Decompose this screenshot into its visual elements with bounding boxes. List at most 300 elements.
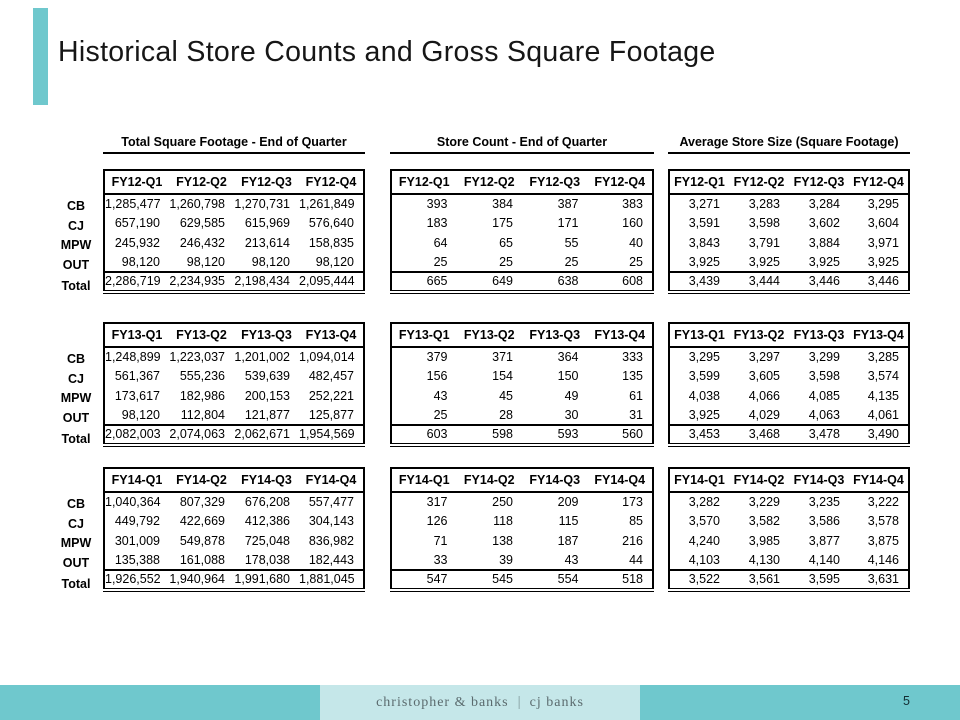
table-row <box>669 367 909 387</box>
value-cell: 3,444 <box>729 272 789 292</box>
value-cell: 138 <box>492 533 513 548</box>
value-cell: 555,236 <box>179 369 225 384</box>
column-group-titles <box>55 135 910 154</box>
table-row <box>104 194 364 214</box>
value-cell: 158,835 <box>308 235 354 250</box>
value-cell: 156 <box>426 369 448 384</box>
table-row <box>391 194 653 214</box>
value-cell: 576,640 <box>308 216 354 231</box>
table-row <box>391 406 653 426</box>
page-number: 5 <box>903 694 910 708</box>
quarter-header: FY12-Q1 <box>104 170 169 194</box>
quarter-header-row <box>104 468 364 492</box>
table-row <box>391 425 653 445</box>
value-cell: 301,009 <box>114 533 160 548</box>
table-row <box>391 233 653 253</box>
value-cell: 33 <box>433 552 448 567</box>
value-cell: 554 <box>522 570 588 590</box>
value-cell: 28 <box>499 407 513 422</box>
value-cell: 98,120 <box>251 254 290 269</box>
value-cell: 98,120 <box>186 254 225 269</box>
value-cell: 55 <box>564 235 579 250</box>
value-cell: 3,271 <box>688 197 720 212</box>
row-label: Total <box>61 279 91 293</box>
value-cell: 126 <box>426 514 448 529</box>
value-cell: 98,120 <box>121 407 160 422</box>
value-cell: 183 <box>426 216 448 231</box>
row-label: Total <box>61 577 91 591</box>
quarter-header: FY14-Q1 <box>669 468 729 492</box>
value-cell: 3,468 <box>729 425 789 445</box>
quarter-header: FY14-Q2 <box>729 468 789 492</box>
quarter-header: FY13-Q3 <box>522 323 588 347</box>
table-row <box>104 425 364 445</box>
value-cell: 25 <box>499 254 513 269</box>
quarter-header: FY13-Q1 <box>391 323 457 347</box>
value-cell: 98,120 <box>315 254 354 269</box>
value-cell: 25 <box>629 254 643 269</box>
value-cell: 383 <box>622 197 643 212</box>
quarter-header: FY12-Q4 <box>299 170 364 194</box>
value-cell: 2,074,063 <box>169 425 234 445</box>
value-cell: 3,578 <box>867 514 899 529</box>
table-row <box>104 347 364 367</box>
value-cell: 1,201,002 <box>234 350 290 365</box>
footer-logo <box>320 685 640 720</box>
quarter-header: FY12-Q4 <box>588 170 654 194</box>
value-cell: 4,240 <box>688 533 720 548</box>
quarter-header: FY12-Q1 <box>391 170 457 194</box>
value-cell: 725,048 <box>244 533 290 548</box>
table-row <box>104 272 364 292</box>
quarter-header: FY12-Q2 <box>169 170 234 194</box>
group-title-average-store-size: Average Store Size (Square Footage) <box>668 135 910 154</box>
value-cell: 4,140 <box>808 552 840 567</box>
quarter-header: FY14-Q1 <box>391 468 457 492</box>
value-cell: 317 <box>426 495 448 510</box>
quarter-header: FY13-Q3 <box>789 323 849 347</box>
value-cell: 161,088 <box>179 552 225 567</box>
value-cell: 1,270,731 <box>234 197 290 212</box>
value-cell: 3,925 <box>867 254 899 269</box>
value-cell: 4,066 <box>748 388 780 403</box>
quarter-header: FY12-Q3 <box>234 170 299 194</box>
value-cell: 1,248,899 <box>105 350 161 365</box>
value-cell: 3,843 <box>688 235 720 250</box>
table-row <box>391 272 653 292</box>
quarter-header: FY14-Q4 <box>588 468 654 492</box>
value-cell: 1,261,849 <box>299 197 355 212</box>
value-cell: 3,877 <box>808 533 840 548</box>
quarter-header-row <box>104 323 364 347</box>
value-cell: 379 <box>426 350 448 365</box>
table-fy14-count <box>390 467 654 592</box>
table-row <box>104 406 364 426</box>
table-row <box>391 512 653 532</box>
value-cell: 25 <box>564 254 579 269</box>
value-cell: 3,282 <box>688 495 720 510</box>
value-cell: 603 <box>391 425 457 445</box>
table-fy14-avg <box>668 467 910 592</box>
row-labels-fy14 <box>55 495 97 595</box>
value-cell: 2,234,935 <box>169 272 234 292</box>
value-cell: 1,260,798 <box>169 197 225 212</box>
row-label: CJ <box>68 218 84 233</box>
value-cell: 182,986 <box>179 388 225 403</box>
quarter-header-row <box>669 468 909 492</box>
value-cell: 85 <box>629 514 643 529</box>
value-cell: 608 <box>588 272 654 292</box>
quarter-header: FY14-Q1 <box>104 468 169 492</box>
value-cell: 3,925 <box>808 254 840 269</box>
value-cell: 3,586 <box>808 514 840 529</box>
value-cell: 1,094,014 <box>299 350 355 365</box>
value-cell: 412,386 <box>244 514 290 529</box>
table-row <box>104 367 364 387</box>
value-cell: 245,932 <box>114 235 160 250</box>
quarter-header-row <box>104 170 364 194</box>
value-cell: 173 <box>622 495 643 510</box>
value-cell: 3,591 <box>688 216 720 231</box>
value-cell: 393 <box>426 197 448 212</box>
table-row <box>391 347 653 367</box>
row-label: OUT <box>62 555 90 570</box>
value-cell: 3,453 <box>669 425 729 445</box>
page-title: Historical Store Counts and Gross Square Footage <box>58 36 716 68</box>
quarter-header-row <box>669 170 909 194</box>
row-label: CB <box>66 352 86 366</box>
value-cell: 3,875 <box>867 533 899 548</box>
accent-bar <box>33 8 48 105</box>
table-row <box>104 386 364 406</box>
value-cell: 1,954,569 <box>299 425 364 445</box>
value-cell: 615,969 <box>244 216 290 231</box>
table-row <box>669 425 909 445</box>
quarter-header: FY13-Q4 <box>588 323 654 347</box>
table-row <box>669 194 909 214</box>
value-cell: 3,599 <box>688 369 720 384</box>
value-cell: 43 <box>564 552 579 567</box>
table-row <box>669 492 909 512</box>
value-cell: 371 <box>492 350 513 365</box>
row-label: Total <box>61 432 91 446</box>
value-cell: 539,639 <box>244 369 290 384</box>
quarter-header: FY14-Q4 <box>849 468 909 492</box>
value-cell: 598 <box>457 425 523 445</box>
brand-divider: | <box>517 694 521 710</box>
value-cell: 2,286,719 <box>104 272 169 292</box>
value-cell: 187 <box>557 533 579 548</box>
value-cell: 1,040,364 <box>105 495 161 510</box>
value-cell: 1,881,045 <box>299 570 364 590</box>
table-row <box>669 531 909 551</box>
value-cell: 200,153 <box>244 388 290 403</box>
value-cell: 3,971 <box>867 235 899 250</box>
value-cell: 836,982 <box>308 533 354 548</box>
quarter-header-row <box>669 323 909 347</box>
value-cell: 30 <box>564 407 579 422</box>
value-cell: 3,297 <box>748 350 780 365</box>
value-cell: 629,585 <box>179 216 225 231</box>
table-row <box>391 214 653 234</box>
value-cell: 2,062,671 <box>234 425 299 445</box>
table-row <box>669 551 909 571</box>
value-cell: 3,598 <box>748 216 780 231</box>
value-cell: 3,884 <box>808 235 840 250</box>
value-cell: 2,095,444 <box>299 272 364 292</box>
value-cell: 545 <box>457 570 523 590</box>
table-row <box>669 272 909 292</box>
table-fy13-sqft <box>103 322 365 447</box>
value-cell: 4,085 <box>808 388 840 403</box>
value-cell: 3,285 <box>867 350 899 365</box>
value-cell: 387 <box>557 197 579 212</box>
row-label: MPW <box>60 536 92 550</box>
value-cell: 638 <box>522 272 588 292</box>
value-cell: 25 <box>433 407 448 422</box>
value-cell: 71 <box>433 533 448 548</box>
row-label: CB <box>66 199 86 213</box>
value-cell: 3,561 <box>729 570 789 590</box>
value-cell: 304,143 <box>308 514 354 529</box>
value-cell: 4,135 <box>867 388 899 403</box>
value-cell: 3,522 <box>669 570 729 590</box>
value-cell: 364 <box>557 350 579 365</box>
quarter-header: FY13-Q1 <box>669 323 729 347</box>
value-cell: 3,295 <box>688 350 720 365</box>
quarter-header: FY12-Q4 <box>849 170 909 194</box>
table-row <box>669 386 909 406</box>
value-cell: 250 <box>492 495 513 510</box>
value-cell: 3,295 <box>867 197 899 212</box>
value-cell: 4,130 <box>748 552 780 567</box>
quarter-header: FY12-Q2 <box>729 170 789 194</box>
quarter-header: FY13-Q1 <box>104 323 169 347</box>
value-cell: 482,457 <box>308 369 354 384</box>
value-cell: 807,329 <box>179 495 225 510</box>
row-label: OUT <box>62 257 90 272</box>
value-cell: 3,574 <box>867 369 899 384</box>
value-cell: 25 <box>433 254 448 269</box>
value-cell: 1,926,552 <box>104 570 169 590</box>
value-cell: 3,439 <box>669 272 729 292</box>
value-cell: 649 <box>457 272 523 292</box>
value-cell: 3,602 <box>808 216 840 231</box>
table-row <box>104 253 364 273</box>
value-cell: 3,604 <box>867 216 899 231</box>
table-row <box>669 406 909 426</box>
value-cell: 3,985 <box>748 533 780 548</box>
row-labels-fy12 <box>55 197 97 297</box>
value-cell: 209 <box>557 495 579 510</box>
value-cell: 4,146 <box>867 552 899 567</box>
value-cell: 2,082,003 <box>104 425 169 445</box>
value-cell: 518 <box>588 570 654 590</box>
table-fy13-avg <box>668 322 910 447</box>
table-row <box>391 253 653 273</box>
value-cell: 118 <box>493 514 513 529</box>
quarter-header: FY12-Q3 <box>522 170 588 194</box>
value-cell: 549,878 <box>179 533 225 548</box>
row-label: CJ <box>68 371 84 386</box>
value-cell: 3,490 <box>849 425 909 445</box>
quarter-header: FY14-Q3 <box>789 468 849 492</box>
quarter-header: FY12-Q2 <box>457 170 523 194</box>
value-cell: 216 <box>622 533 643 548</box>
table-row <box>669 214 909 234</box>
value-cell: 333 <box>622 350 643 365</box>
value-cell: 3,229 <box>748 495 780 510</box>
row-label: CB <box>66 497 86 511</box>
quarter-header: FY13-Q4 <box>299 323 364 347</box>
table-fy14-sqft <box>103 467 365 592</box>
quarter-header: FY14-Q3 <box>234 468 299 492</box>
value-cell: 3,605 <box>748 369 780 384</box>
value-cell: 45 <box>499 388 513 403</box>
value-cell: 213,614 <box>244 235 290 250</box>
value-cell: 3,925 <box>688 407 720 422</box>
value-cell: 154 <box>492 369 513 384</box>
value-cell: 175 <box>492 216 513 231</box>
value-cell: 44 <box>629 552 643 567</box>
value-cell: 384 <box>492 197 513 212</box>
quarter-header: FY14-Q2 <box>457 468 523 492</box>
table-row <box>391 551 653 571</box>
value-cell: 3,235 <box>808 495 840 510</box>
value-cell: 171 <box>557 216 579 231</box>
table-fy12-sqft <box>103 169 365 294</box>
value-cell: 2,198,434 <box>234 272 299 292</box>
value-cell: 40 <box>629 235 643 250</box>
quarter-header: FY13-Q4 <box>849 323 909 347</box>
table-fy12-count <box>390 169 654 294</box>
table-row <box>669 253 909 273</box>
table-row <box>104 492 364 512</box>
value-cell: 560 <box>588 425 654 445</box>
value-cell: 3,446 <box>849 272 909 292</box>
quarter-header-row <box>391 468 653 492</box>
quarter-header: FY12-Q1 <box>669 170 729 194</box>
quarter-header: FY13-Q2 <box>457 323 523 347</box>
value-cell: 4,063 <box>808 407 840 422</box>
value-cell: 4,103 <box>688 552 720 567</box>
value-cell: 676,208 <box>244 495 290 510</box>
value-cell: 3,299 <box>808 350 840 365</box>
fiscal-block-fy12 <box>55 169 910 297</box>
value-cell: 178,038 <box>244 552 290 567</box>
value-cell: 1,940,964 <box>169 570 234 590</box>
value-cell: 3,222 <box>867 495 899 510</box>
quarter-header: FY12-Q3 <box>789 170 849 194</box>
table-row <box>669 512 909 532</box>
value-cell: 3,631 <box>849 570 909 590</box>
value-cell: 593 <box>522 425 588 445</box>
row-label: MPW <box>60 238 92 252</box>
table-row <box>669 233 909 253</box>
table-row <box>391 531 653 551</box>
value-cell: 3,598 <box>808 369 840 384</box>
value-cell: 65 <box>499 235 513 250</box>
table-row <box>669 570 909 590</box>
table-row <box>104 570 364 590</box>
value-cell: 1,223,037 <box>169 350 225 365</box>
group-title-store-count: Store Count - End of Quarter <box>390 135 654 154</box>
value-cell: 561,367 <box>114 369 160 384</box>
value-cell: 64 <box>433 235 448 250</box>
table-row <box>104 531 364 551</box>
table-row <box>391 492 653 512</box>
value-cell: 3,446 <box>789 272 849 292</box>
value-cell: 4,061 <box>867 407 899 422</box>
quarter-header: FY14-Q3 <box>522 468 588 492</box>
value-cell: 665 <box>391 272 457 292</box>
quarter-header: FY13-Q2 <box>729 323 789 347</box>
quarter-header: FY14-Q2 <box>169 468 234 492</box>
quarter-header-row <box>391 170 653 194</box>
value-cell: 182,443 <box>308 552 354 567</box>
brand-cj-banks: cj banks <box>529 694 584 710</box>
row-label: MPW <box>60 391 92 405</box>
table-row <box>391 570 653 590</box>
fiscal-block-fy13 <box>55 322 910 450</box>
footer-bar <box>0 685 960 720</box>
value-cell: 43 <box>433 388 448 403</box>
value-cell: 3,791 <box>748 235 780 250</box>
table-row <box>669 347 909 367</box>
value-cell: 1,285,477 <box>105 197 161 212</box>
value-cell: 3,925 <box>688 254 720 269</box>
value-cell: 61 <box>629 388 643 403</box>
row-label: OUT <box>62 410 90 425</box>
table-row <box>104 512 364 532</box>
brand-christopher-banks: christopher & banks <box>376 694 509 710</box>
value-cell: 49 <box>564 388 579 403</box>
value-cell: 547 <box>391 570 457 590</box>
value-cell: 3,284 <box>808 197 840 212</box>
quarter-header: FY13-Q2 <box>169 323 234 347</box>
quarter-header: FY13-Q3 <box>234 323 299 347</box>
value-cell: 3,570 <box>688 514 720 529</box>
fiscal-block-fy14 <box>55 467 910 595</box>
value-cell: 173,617 <box>114 388 160 403</box>
group-title-square-footage: Total Square Footage - End of Quarter <box>103 135 365 154</box>
value-cell: 3,283 <box>748 197 780 212</box>
value-cell: 135 <box>622 369 643 384</box>
value-cell: 39 <box>499 552 513 567</box>
value-cell: 98,120 <box>121 254 160 269</box>
value-cell: 135,388 <box>114 552 160 567</box>
value-cell: 31 <box>629 407 643 422</box>
value-cell: 3,478 <box>789 425 849 445</box>
value-cell: 4,029 <box>748 407 780 422</box>
value-cell: 1,991,680 <box>234 570 299 590</box>
value-cell: 160 <box>622 216 643 231</box>
value-cell: 422,669 <box>179 514 225 529</box>
value-cell: 657,190 <box>114 216 160 231</box>
value-cell: 115 <box>558 514 579 529</box>
value-cell: 125,877 <box>308 407 354 422</box>
value-cell: 557,477 <box>308 495 354 510</box>
value-cell: 252,221 <box>308 388 354 403</box>
value-cell: 246,432 <box>179 235 225 250</box>
table-row <box>104 214 364 234</box>
value-cell: 3,595 <box>789 570 849 590</box>
table-row <box>391 367 653 387</box>
row-label: CJ <box>68 516 84 531</box>
table-fy13-count <box>390 322 654 447</box>
table-fy12-avg <box>668 169 910 294</box>
value-cell: 3,582 <box>748 514 780 529</box>
